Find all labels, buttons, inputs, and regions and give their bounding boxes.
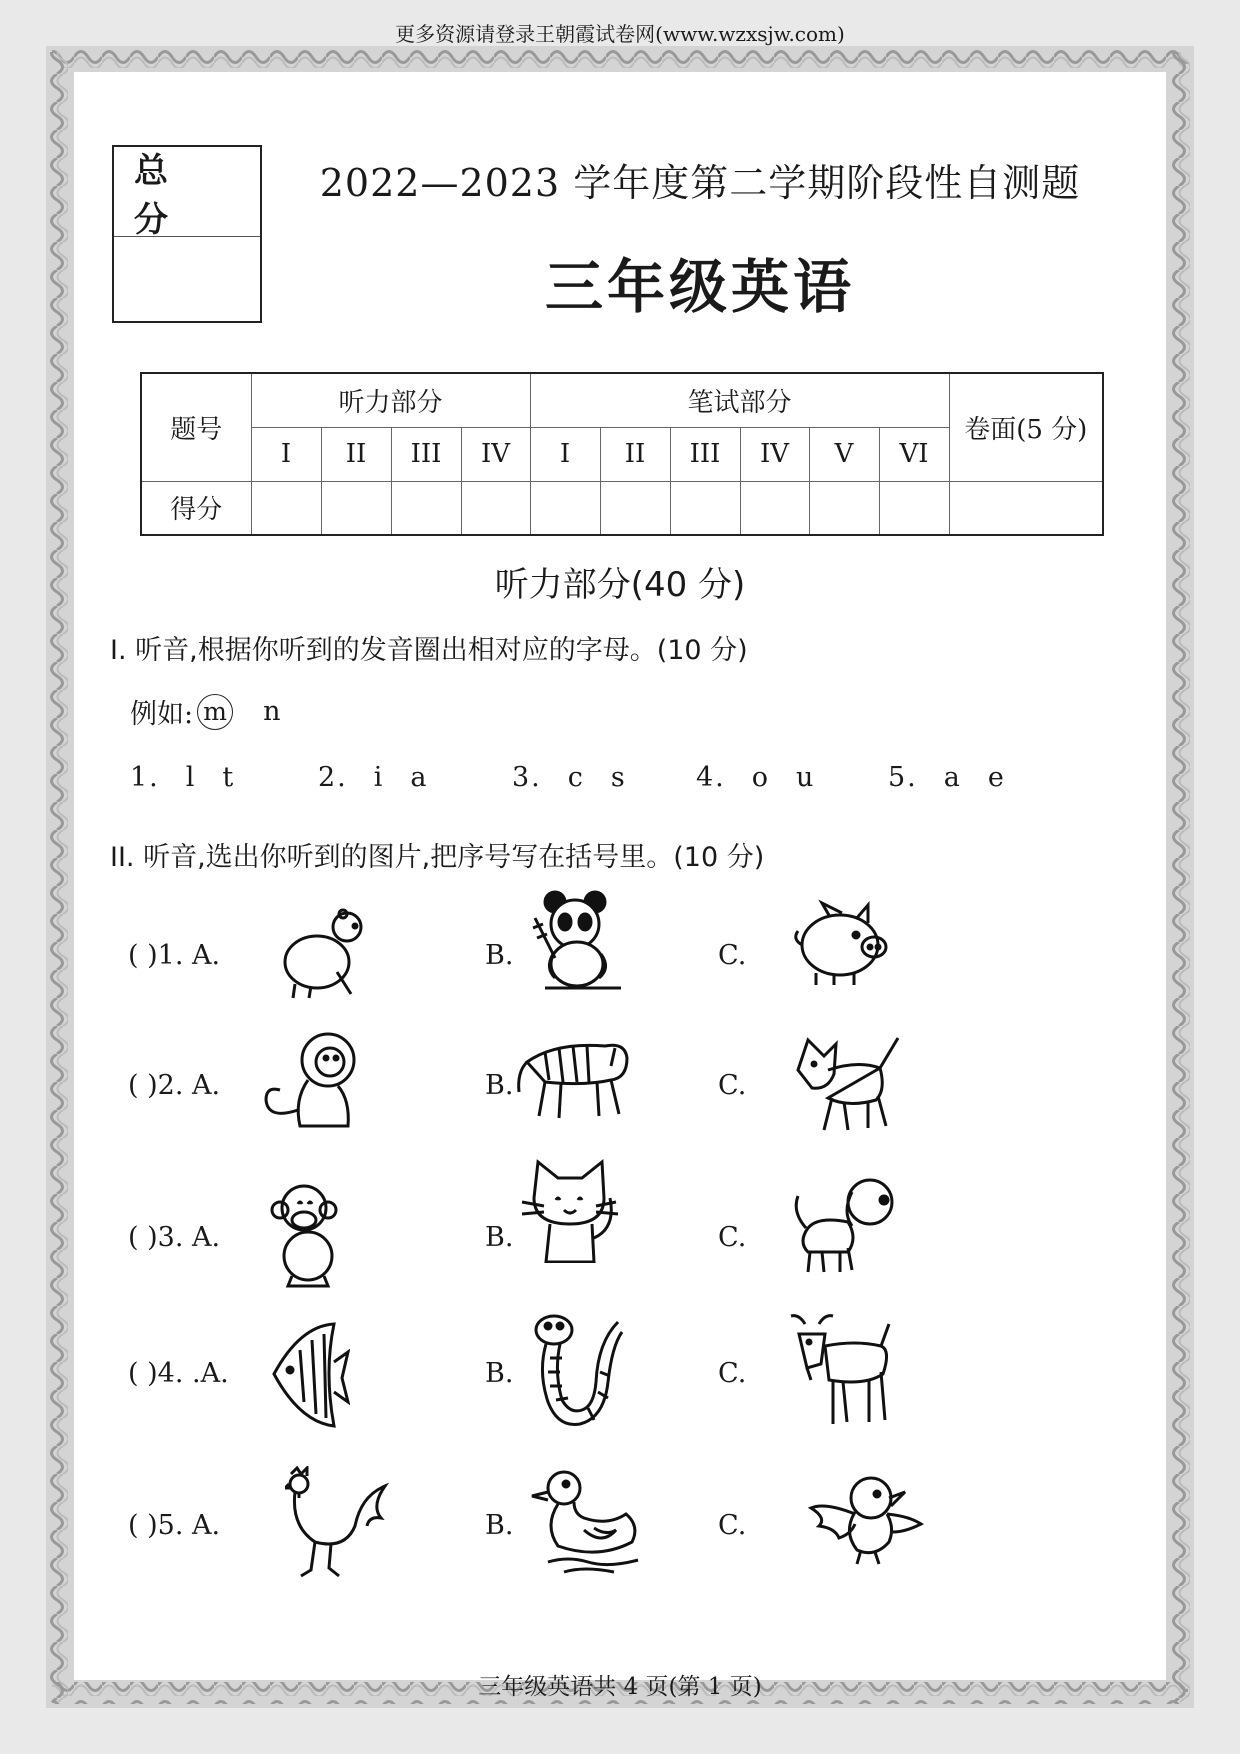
grade-title: 三年级英语 <box>544 253 855 321</box>
letter-item-3[interactable] <box>512 762 653 793</box>
option-c-label: C. <box>718 1222 747 1253</box>
answer-row-2[interactable]: ( )2. A. <box>128 1070 221 1101</box>
letter-item-4[interactable] <box>696 762 841 793</box>
option-b-label: B. <box>485 1510 514 1541</box>
duck-icon[interactable] <box>528 1466 653 1581</box>
option-b-label: B. <box>485 1358 514 1389</box>
fish-icon[interactable] <box>270 1322 350 1437</box>
snake-icon[interactable] <box>528 1312 638 1432</box>
letter-item-2[interactable] <box>318 762 455 793</box>
bear-icon[interactable] <box>275 902 375 1002</box>
wolf-icon[interactable] <box>788 1030 908 1135</box>
letter-option[interactable]: t <box>222 762 236 793</box>
bird-icon[interactable] <box>805 1462 925 1567</box>
option-b-label: B. <box>485 1222 514 1253</box>
col-listening-2: II <box>321 427 391 481</box>
tiger-icon[interactable] <box>515 1022 635 1122</box>
item-number: 2. <box>318 762 348 793</box>
cat-icon[interactable] <box>520 1158 625 1263</box>
row-label-question-number: 题号 <box>141 373 251 481</box>
option-b-label: B. <box>485 940 514 971</box>
answer-row-1[interactable]: ( )1. A. <box>128 940 221 971</box>
question-1-title: I. 听音,根据你听到的发音圈出相对应的字母。(10 分) <box>110 635 748 666</box>
letter-item-1[interactable] <box>130 762 261 793</box>
row-label-score: 得分 <box>141 481 251 535</box>
option-c-label: C. <box>718 1070 747 1101</box>
score-cell[interactable] <box>321 481 391 535</box>
item-number: 3. <box>512 762 542 793</box>
rooster-icon[interactable] <box>285 1466 390 1581</box>
col-listening-1: I <box>251 427 321 481</box>
pig-icon[interactable] <box>790 895 900 990</box>
col-writing-1: I <box>530 427 600 481</box>
score-cell[interactable] <box>461 481 530 535</box>
header-note: 更多资源请登录王朝霞试卷网(www.wzxsjw.com) <box>395 22 845 46</box>
option-b-label: B. <box>485 1070 514 1101</box>
option-c-label: C. <box>718 940 747 971</box>
letter-option[interactable]: o <box>751 762 771 793</box>
option-c-label: C. <box>718 1510 747 1541</box>
col-writing-4: IV <box>740 427 809 481</box>
score-cell[interactable] <box>530 481 600 535</box>
letter-option[interactable]: a <box>943 762 962 793</box>
question-2-title: II. 听音,选出你听到的图片,把序号写在括号里。(10 分) <box>110 842 765 873</box>
dog-icon[interactable] <box>788 1172 908 1277</box>
col-writing-3: III <box>670 427 740 481</box>
answer-row-4[interactable]: ( )4. .A. <box>128 1358 229 1389</box>
total-score-label: 总 分 <box>114 147 260 237</box>
letter-option[interactable]: e <box>987 762 1006 793</box>
listening-part-header: 听力部分 <box>251 373 530 427</box>
example-other-letter: n <box>263 696 281 727</box>
letter-item-5[interactable] <box>888 762 1032 793</box>
score-cell[interactable] <box>949 481 1103 535</box>
lion-icon[interactable] <box>258 1030 368 1135</box>
option-c-label: C. <box>718 1358 747 1389</box>
letter-option[interactable]: a <box>410 762 429 793</box>
total-score-box <box>112 145 262 323</box>
page-footer: 三年级英语共 4 页(第 1 页) <box>478 1674 762 1700</box>
letter-option[interactable]: u <box>796 762 816 793</box>
exam-title: 2022—2023 学年度第二学期阶段性自测题 <box>319 161 1081 205</box>
goat-icon[interactable] <box>785 1310 895 1430</box>
score-cell[interactable] <box>879 481 949 535</box>
score-cell[interactable] <box>251 481 321 535</box>
score-cell[interactable] <box>670 481 740 535</box>
monkey-icon[interactable] <box>268 1180 348 1290</box>
score-table <box>140 372 1104 536</box>
item-number: 5. <box>888 762 918 793</box>
appearance-header: 卷面(5 分) <box>949 373 1103 481</box>
answer-row-5[interactable]: ( )5. A. <box>128 1510 221 1541</box>
score-cell[interactable] <box>391 481 461 535</box>
letter-option[interactable]: s <box>610 762 627 793</box>
example-label: 例如: <box>130 699 194 730</box>
question-1-example <box>130 692 281 731</box>
example-circled-letter: m <box>197 694 233 730</box>
section-title: 听力部分(40 分) <box>494 565 746 605</box>
writing-part-header: 笔试部分 <box>530 373 949 427</box>
item-number: 1. <box>130 762 160 793</box>
score-cell[interactable] <box>740 481 809 535</box>
col-writing-2: II <box>600 427 670 481</box>
score-cell[interactable] <box>600 481 670 535</box>
letter-option[interactable]: i <box>373 762 385 793</box>
panda-icon[interactable] <box>525 888 635 998</box>
score-cell[interactable] <box>809 481 879 535</box>
letter-option[interactable]: l <box>185 762 197 793</box>
col-writing-6: VI <box>879 427 949 481</box>
letter-option[interactable]: c <box>567 762 585 793</box>
col-listening-3: III <box>391 427 461 481</box>
answer-row-3[interactable]: ( )3. A. <box>128 1222 221 1253</box>
col-writing-5: V <box>809 427 879 481</box>
col-listening-4: IV <box>461 427 530 481</box>
item-number: 4. <box>696 762 726 793</box>
